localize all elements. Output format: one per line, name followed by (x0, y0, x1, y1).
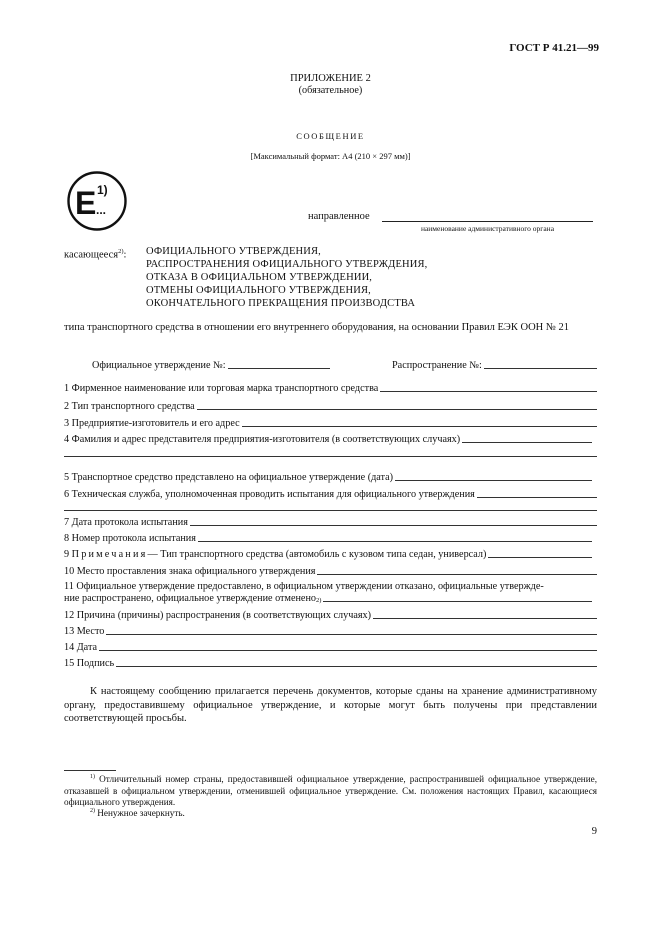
closing-paragraph: К настоящему сообщению прилагается перечень документов, которые сданы на хранение административному органу, предоставившему официальное утверждение, и которые могут быть получены при представлении соответствующей просьбы. (64, 686, 597, 724)
form-item-field[interactable] (373, 618, 597, 619)
form-item-6: 6 Техническая служба, уполномоченная проводить испытания для официального утверждения (64, 489, 597, 500)
footnote-ref: 2) (118, 248, 124, 255)
form-item-13: 13 Место (64, 626, 597, 637)
concerning-item: ОФИЦИАЛЬНОГО УТВЕРЖДЕНИЯ, (146, 246, 321, 257)
form-item-field[interactable] (198, 541, 592, 542)
concerning-item: РАСПРОСТРАНЕНИЯ ОФИЦИАЛЬНОГО УТВЕРЖДЕНИЯ, (146, 259, 428, 270)
form-item-15: 15 Подпись (64, 658, 597, 669)
form-item-field[interactable] (190, 525, 597, 526)
document-code: ГОСТ Р 41.21—99 (509, 42, 599, 54)
concerning-item: ОКОНЧАТЕЛЬНОГО ПРЕКРАЩЕНИЯ ПРОИЗВОДСТВА (146, 298, 416, 309)
intro-paragraph: типа транспортного средства в отношении его внутреннего оборудования, на основании Правил ЕЭК ООН № 21 (64, 322, 570, 333)
approval-number-field[interactable] (228, 368, 330, 369)
form-item-field[interactable] (99, 650, 597, 651)
extension-number-label: Распространение №: (392, 360, 482, 371)
form-item-field[interactable] (488, 557, 592, 558)
continuation-line[interactable] (64, 510, 597, 511)
form-item-11-cont: ние распространено, официальное утверждение отменено 2) (64, 593, 592, 604)
appendix-title: ПРИЛОЖЕНИЕ 2 (290, 73, 371, 84)
form-item-field[interactable] (242, 426, 597, 427)
format-note: [Максимальный формат: А4 (210 × 297 мм)] (250, 151, 411, 161)
sent-to-label: направленное (308, 211, 370, 222)
form-item-8: 8 Номер протокола испытания (64, 533, 592, 544)
form-item-field[interactable] (323, 601, 592, 602)
form-item-field[interactable] (380, 391, 597, 392)
form-item-field[interactable] (106, 634, 597, 635)
form-item-field[interactable] (462, 442, 592, 443)
form-item-field[interactable] (477, 497, 597, 498)
message-title: СООБЩЕНИЕ (296, 131, 365, 141)
extension-number-field[interactable] (484, 368, 597, 369)
form-item-12: 12 Причина (причины) распространения (в соответствующих случаях) (64, 610, 597, 621)
form-item-field[interactable] (116, 666, 597, 667)
concerning-item: ОТМЕНЫ ОФИЦИАЛЬНОГО УТВЕРЖДЕНИЯ, (146, 285, 371, 296)
concerning-label: касающееся$^{2)}$: (64, 248, 127, 261)
approval-number-row (92, 360, 330, 371)
form-item-4: 4 Фамилия и адрес представителя предприятия-изготовителя (в соответствующих случаях) (64, 434, 592, 445)
form-item-field[interactable] (317, 574, 597, 575)
form-item-9: 9 Примечания — Тип транспортного средства (автомобиль с кузовом типа седан, универсал) (64, 549, 592, 560)
approval-number-label: Официальное утверждение №: (92, 360, 226, 371)
footnote-2: $^{2)}$ Ненужное зачеркнуть. (90, 808, 185, 819)
e-mark-dots: ... (96, 203, 107, 217)
e-mark-letter: E (75, 185, 97, 221)
form-item-field[interactable] (197, 409, 597, 410)
form-item-10: 10 Место проставления знака официального утверждения (64, 566, 597, 577)
sent-to-field[interactable] (382, 221, 593, 222)
sent-to-caption: наименование административного органа (420, 224, 555, 233)
form-item-11: 11 Официальное утверждение предоставлено, в официальном утверждении отказано, официальные утвержде- (64, 581, 544, 592)
appendix-status: (обязательное) (298, 85, 363, 96)
e-mark-superscript: 1) (97, 183, 108, 197)
form-item-field[interactable] (395, 480, 592, 481)
footnote-ref: 2) (316, 597, 322, 604)
footnote-1: $^{1)}$ Отличительный номер страны, предоставившей официальное утверждение, распространившей официальное утверждение, отказавшей в официальном утверждении, отменившей официальное утверждение. См. положения настоящих Правил, касающиеся официального утверждения. (64, 774, 597, 808)
form-item-1: 1 Фирменное наименование или торговая марка транспортного средства (64, 383, 597, 394)
concerning-item: ОТКАЗА В ОФИЦИАЛЬНОМ УТВЕРЖДЕНИИ, (146, 272, 373, 283)
form-item-5: 5 Транспортное средство представлено на официальное утверждение (дата) (64, 472, 592, 483)
footnote-divider (64, 770, 116, 771)
page-number: 9 (591, 826, 597, 837)
continuation-line[interactable] (64, 456, 597, 457)
extension-number-row (392, 360, 597, 371)
e-mark-icon (66, 170, 128, 232)
form-item-14: 14 Дата (64, 642, 597, 653)
form-item-3: 3 Предприятие-изготовитель и его адрес (64, 418, 597, 429)
form-item-7: 7 Дата протокола испытания (64, 517, 597, 528)
form-item-2: 2 Тип транспортного средства (64, 401, 597, 412)
